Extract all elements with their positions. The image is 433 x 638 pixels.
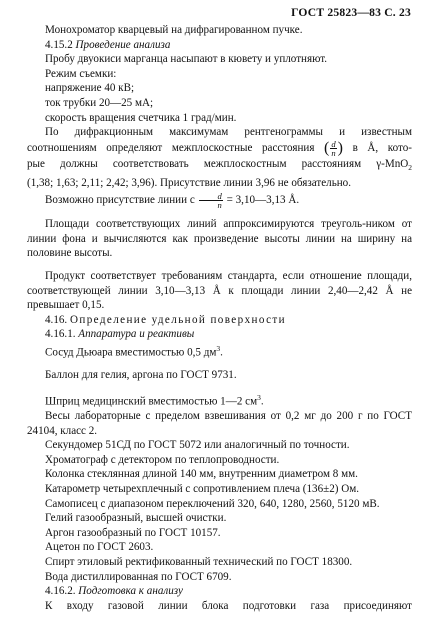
paragraph-product: Продукт соответствует требованиям стандарта, если отношение площади, соответствующей линии 3,10—3,13 Å к площади линии 2,40—2,42 Å не превышает 0,15. [27,269,412,312]
paragraph-cylinder: Баллон для гелия, аргона по ГОСТ 9731. [45,369,237,382]
line-diffraction-3 [27,157,412,176]
subscript: 2 [408,162,412,172]
paren-left: ( [324,139,330,157]
fraction-denominator: n [217,200,222,211]
document-body [27,23,412,613]
section-number: 4.15.2 [45,38,73,51]
paragraph-column: Колонка стеклянная длиной 140 мм, внутренним диаметром 8 мм. [45,468,358,481]
paragraph-possible-line [27,192,412,209]
text-segment: = 3,10—3,13 Å. [226,194,300,207]
paragraph-areas: Площади соответствующих линий аппроксимируются треуголь-ником от линии фона и вычисляются как произведение высоты линии на ширину на половине высоты. [27,218,412,260]
fraction-numerator: d [331,138,336,149]
text-segment: . [260,395,264,408]
section-heading-4-16 [27,313,412,328]
paragraph-acetone: Ацетон по ГОСТ 2603. [45,541,154,554]
text-segment: рые должны соответствовать межплоскостным расстояниям γ-MnO [27,157,409,170]
section-heading-4-16-1 [27,327,412,342]
paragraph-recorder: Самописец с диапазоном переключений 320, 640, 1280, 2560, 5120 мВ. [45,497,380,510]
paragraph-water: Вода дистиллированная по ГОСТ 6709. [45,570,232,583]
paragraph-chromatograph: Хроматограф с детектором по теплопроводности. [45,453,280,466]
paragraph-scales: Весы лабораторные с пределом взвешивания от 0,2 мг до 200 г по ГОСТ 24104, класс 2. [27,410,412,437]
line-diffraction-2 [27,140,412,157]
section-heading-4-16-2 [27,584,412,599]
paragraph-sample: Пробу двуокиси марганца насыпают в кювету и уплотняют. [45,53,328,66]
text-segment: . [220,346,223,359]
paragraph-gas-line: К входу газовой линии блока подготовки газа присоединяют [45,599,412,612]
text-segment: соотношениям определяют межплоскостные расстояния [27,141,315,154]
paragraph-argon: Аргон газообразный по ГОСТ 10157. [45,526,221,539]
paragraph-ethanol: Спирт этиловый ректификованный технический по ГОСТ 18300. [45,556,353,568]
text-segment: Возможно присутствие линии с [45,194,195,207]
paragraph-speed: скорость вращения счетчика 1 град/мин. [45,111,237,124]
fraction-numerator: d [199,192,223,201]
section-number: 4.16. [45,313,68,326]
section-title: Определение удельной поверхности [69,313,286,326]
page-header: ГОСТ 25823—83 С. 23 [291,6,411,19]
text-segment: Сосуд Дьюара вместимостью 0,5 дм [45,346,217,359]
paragraph-monochromator: Монохроматор кварцевый на дифрагированном пучке. [45,24,303,36]
paragraph-katharometer: Катарометр четырехплечный с сопротивлением плеча (136±2) Ом. [45,483,360,496]
fraction-denominator: n [331,147,336,158]
section-number: 4.16.1. [45,328,76,341]
text-segment: в Å, кото- [352,141,412,154]
fraction-d-over-n-2 [199,192,223,209]
paragraph-syringe [27,391,412,409]
line-diffraction-4: (1,38; 1,63; 2,11; 2,42; 3,96). Присутствие линии 3,96 не обязательно. [27,176,352,189]
fraction-d-over-n [330,140,336,157]
text-segment: Шприц медицинский вместимостью 1—2 см [45,395,258,408]
section-title: Проведение анализа [75,38,171,51]
paragraph-voltage: напряжение 40 кВ; [45,82,135,95]
paren-right: ) [337,139,343,157]
paragraph-stopwatch: Секундомер 51СД по ГОСТ 5072 или аналогичный по точности. [45,439,350,452]
section-title: Аппаратура и реактивы [78,328,195,341]
superscript: 3 [216,343,221,353]
paragraph-dewar [27,342,412,360]
line-diffraction-1: По дифракционным максимумам рентгенограммы и известным [45,126,412,139]
section-title: Подготовка к анализу [78,585,183,598]
paragraph-mode: Режим съемки: [45,67,117,80]
section-number: 4.16.2. [45,585,76,598]
superscript: 3 [257,392,261,402]
paragraph-diffraction [27,125,412,190]
section-heading-4-15-2 [27,38,412,53]
paragraph-current: ток трубки 20—25 мА; [45,96,154,109]
paragraph-helium: Гелий газообразный, высшей очистки. [45,512,227,525]
